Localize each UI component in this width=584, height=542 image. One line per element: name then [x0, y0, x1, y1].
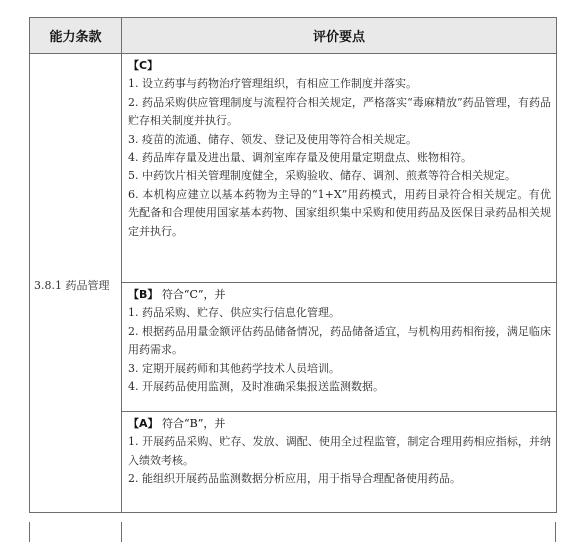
clause-cell: [30, 54, 122, 513]
grade-b-title: [128, 286, 551, 304]
clause-label: 3.8.1 药品管理: [34, 279, 110, 292]
grade-b-title-text: 【B】: [128, 288, 159, 301]
grade-c-item-4: 4. 药品库存量及进出量、调剂室库存量及使用量定期盘点、账物相符。: [128, 151, 472, 165]
grade-b-block: [122, 283, 557, 412]
grade-c-item-6: 6. 本机构应建立以基本药物为主导的“1+X”用药模式，用药目录符合相关规定。有优先配备和合理使用国家基本药物、国家组织集中采购和使用药品及医保目录药品相关规定并执行。: [128, 187, 551, 238]
grade-a-title: [128, 415, 551, 433]
grade-a-block: [122, 412, 557, 513]
header-points: 评价要点: [122, 18, 557, 54]
grade-b-item-3: 3. 定期开展药师和其他药学技术人员培训。: [128, 361, 340, 375]
table-continuation-left: [29, 522, 30, 542]
grade-c-title: [128, 57, 551, 75]
grade-b-suffix: 符合“C”，并: [158, 288, 226, 301]
grade-c-block: [122, 54, 557, 283]
grade-c-title-text: 【C】: [128, 59, 159, 72]
grade-a-item-1: 1. 开展药品采购、贮存、发放、调配、使用全过程监管，制定合理用药相应指标，并纳入绩效考核。: [128, 435, 551, 467]
table-continuation-right: [555, 522, 556, 542]
evaluation-table: [29, 17, 557, 513]
grade-a-item-2: 2. 能组织开展药品监测数据分析应用，用于指导合理配备使用药品。: [128, 472, 461, 486]
table-continuation-divider: [121, 522, 122, 542]
grade-b-item-4: 4. 开展药品使用监测，及时准确采集报送监测数据。: [128, 380, 384, 394]
grade-a-suffix: 符合“B”，并: [158, 417, 226, 430]
grade-c-item-1: 1. 设立药事与药物治疗管理组织，有相应工作制度并落实。: [128, 77, 417, 91]
grade-c-item-5: 5. 中药饮片相关管理制度健全，采购验收、储存、调剂、煎煮等符合相关规定。: [128, 169, 516, 183]
grade-c-item-2: 2. 药品采购供应管理制度与流程符合相关规定，严格落实“毒麻精放”药品管理，有药品贮存相关制度并执行。: [128, 95, 551, 128]
header-row: [30, 18, 557, 54]
grade-c-item-3: 3. 疫苗的流通、储存、领发、登记及使用等符合相关规定。: [128, 132, 417, 146]
grade-a-title-text: 【A】: [128, 417, 159, 430]
header-clause: 能力条款: [30, 18, 122, 54]
table-row: [30, 54, 557, 283]
grade-b-item-1: 1. 药品采购、贮存、供应实行信息化管理。: [128, 306, 340, 320]
grade-b-item-2: 2. 根据药品用量金额评估药品储备情况，药品储备适宜，与机构用药相衔接，满足临床用药需求。: [128, 324, 551, 357]
